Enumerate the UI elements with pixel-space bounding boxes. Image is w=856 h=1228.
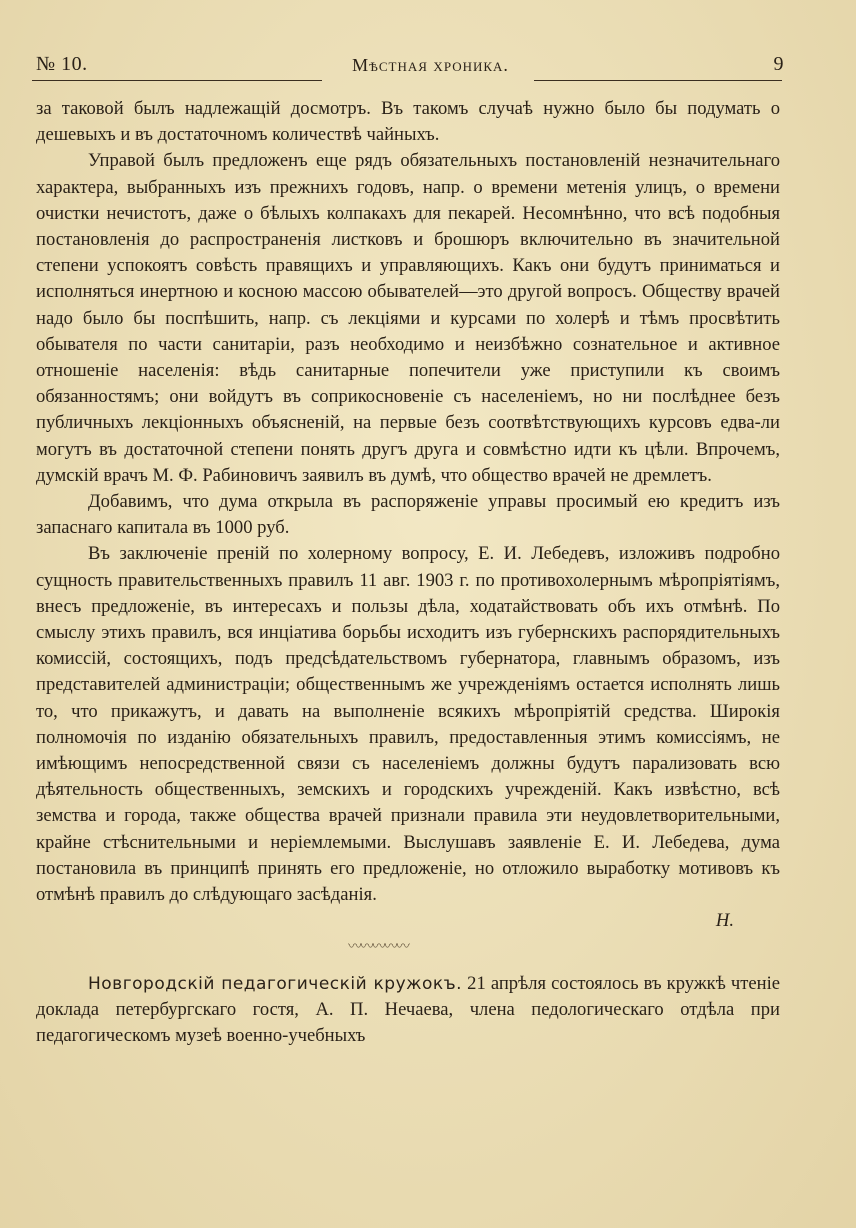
section-text: 21 апрѣля состоялось въ кружкѣ чтеніе доклада петербургскаго гостя, А. П. Нечаева, члена педологическаго отдѣла при педагогическомъ музеѣ военно-учебныхъ (36, 972, 780, 1046)
section-heading: Новгородскій педагогическій кружокъ. (88, 973, 463, 994)
page-number: 9 (773, 53, 784, 75)
paragraph-1: за таковой былъ надлежащій досмотръ. Въ такомъ случаѣ нужно было бы подумать о дешевыхъ и въ достаточномъ количествѣ чайныхъ. (36, 98, 780, 146)
paragraph-2: Управой былъ предложенъ еще рядъ обязательныхъ постановленій незначительнаго характера, выбранныхъ изъ прежнихъ годовъ, напр. о времени метенія улицъ, о времени очистки нечистотъ, даже о бѣлыхъ колпакахъ для пекарей. Несомнѣнно, что всѣ подобныя постановленія до распространенія листковъ и брошюръ включительно въ значительной степени успокоятъ совѣсть правящихъ и управляющихъ. Какъ они будутъ приниматься и исполняться инертною и косною массою обывателей—это другой вопросъ. Обществу врачей надо было бы поспѣшить, напр. съ лекціями и курсами по холерѣ и тѣмъ просвѣтить обывателя по части санитаріи, разъ необходимо и неизбѣжно сознательное и активное отношеніе населенія: вѣдь санитарные попечители уже приступили къ своимъ обязанностямъ; они войдутъ въ соприкосновеніе съ населеніемъ, но ни послѣднее безъ публичныхъ лекціонныхъ объясненій, на первые безъ соотвѣтствующихъ курсовъ едва-ли могутъ въ достаточной степени понять другъ друга и совмѣстно идти къ цѣли. Впрочемъ, думскій врачъ М. Ф. Рабиновичъ заявилъ въ думѣ, что общество врачей не дремлетъ. (36, 150, 780, 486)
paragraph-4: Въ заключеніе преній по холерному вопросу, Е. И. Лебедевъ, изложивъ подробно сущность правительственныхъ правилъ 11 авг. 1903 г. по противохолернымъ мѣропріятіямъ, внесъ предложеніе, въ интересахъ и пользы дѣла, ходатайствовать объ ихъ отмѣнѣ. По смыслу этихъ правилъ, вся инціатива борьбы исходитъ изъ губернскихъ распорядительныхъ комиссій, состоящихъ, подъ предсѣдательствомъ губернатора, главнымъ образомъ, изъ представителей администраціи; общественнымъ же учрежденіямъ остается исполнять лишь то, что прикажутъ, и давать на выполненіе всякихъ мѣропріятій средства. Широкія полномочія по изданію обязательныхъ правилъ, предоставленныя этимъ комиссіямъ, не имѣющимъ непосредственной связи съ населеніемъ должны будутъ парализовать всю дѣятельность общественныхъ, земскихъ и городскихъ учрежденій. Какъ извѣстно, всѣ земства и города, также общества врачей признали правила эти неудовлетворительными, крайне стѣснительными и неріемлемыми. Выслушавъ заявленіе Е. И. Лебедева, дума постановила въ принципѣ принять его предложеніе, но отложило выработку мотивовъ къ отмѣнѣ правилъ до слѣдующаго засѣданія. (36, 543, 780, 906)
header-rule-right (534, 80, 782, 81)
section-paragraph (36, 971, 780, 1050)
header-rule-left (32, 80, 322, 81)
paragraph-3: Добавимъ, что дума открыла въ распоряженіе управы просимый ею кредитъ изъ запаснаго капитала въ 1000 руб. (36, 491, 780, 539)
page-header (36, 46, 784, 76)
article-body (36, 96, 780, 1049)
author-signature: Н. (715, 910, 734, 932)
separator-ornament: 〰〰〰〰〰 (348, 939, 408, 955)
issue-number: № 10. (36, 53, 88, 75)
running-title: Мѣстная хроника. (352, 55, 509, 75)
